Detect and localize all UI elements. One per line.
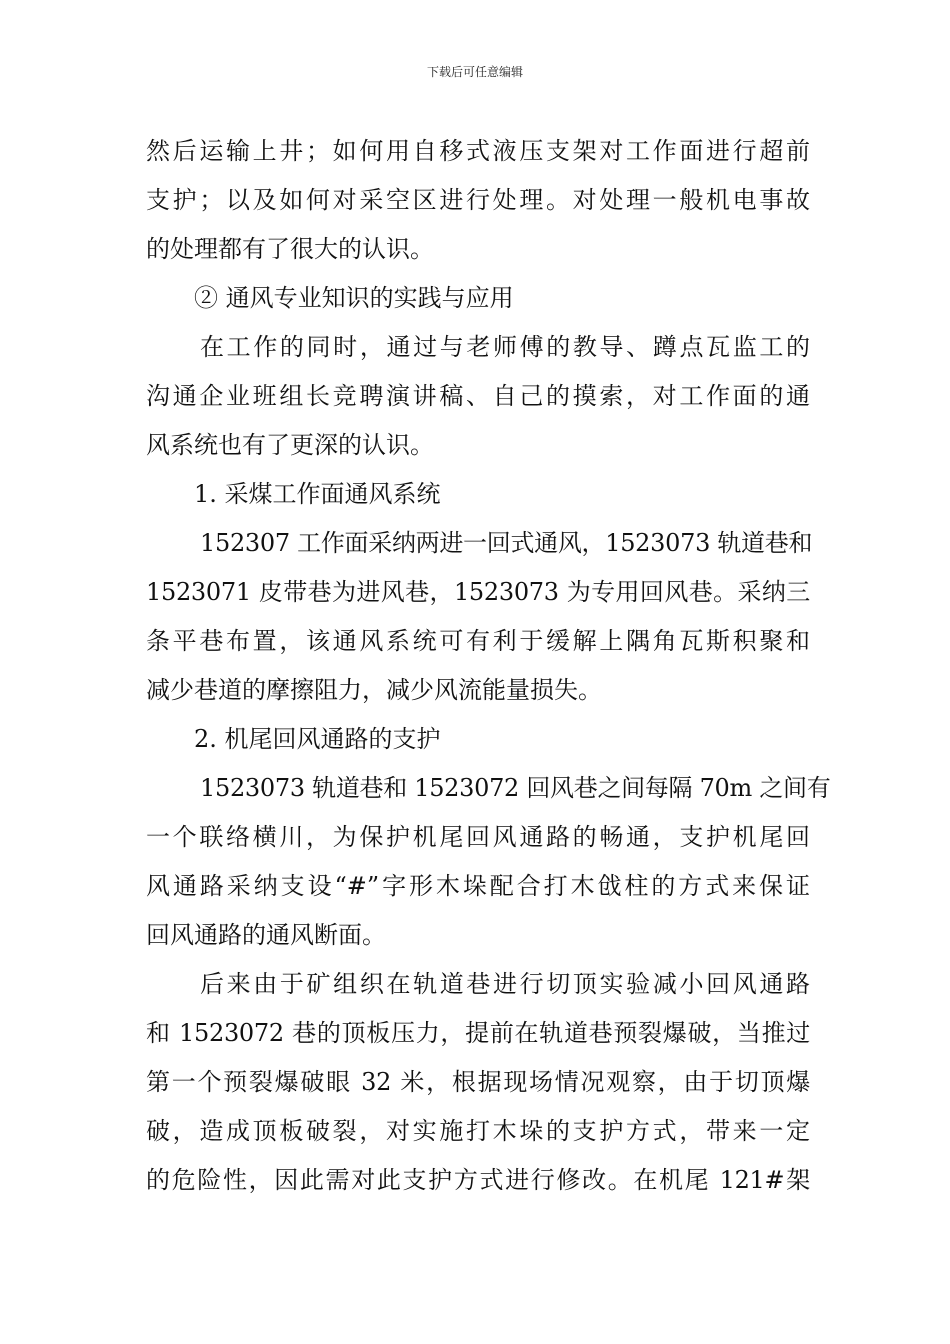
section-heading: 1. 采煤工作面通风系统	[194, 480, 441, 508]
text-line: 然后运输上井；如何用自移式液压支架对工作面进行超前	[146, 137, 810, 165]
text-line: 和 1523072 巷的顶板压力，提前在轨道巷预裂爆破，当推过	[146, 1019, 810, 1047]
text-line: 第一个预裂爆破眼 32 米，根据现场情况观察，由于切顶爆	[146, 1068, 810, 1096]
text-line: 的危险性，因此需对此支护方式进行修改。在机尾 121#架	[146, 1166, 810, 1194]
text-line: 的处理都有了很大的认识。	[146, 235, 434, 263]
text-line: 1523073 轨道巷和 1523072 回风巷之间每隔 70m 之间有	[200, 774, 831, 802]
section-heading: ② 通风专业知识的实践与应用	[194, 284, 514, 312]
text-line: 回风通路的通风断面。	[146, 921, 386, 949]
text-line: 减少巷道的摩擦阻力，减少风流能量损失。	[146, 676, 602, 704]
text-line: 沟通企业班组长竞聘演讲稿、自己的摸索，对工作面的通	[146, 382, 810, 410]
text-line: 152307 工作面采纳两进一回式通风，1523073 轨道巷和	[200, 529, 813, 557]
page-header: 下载后可任意编辑	[426, 65, 523, 79]
text-line: 后来由于矿组织在轨道巷进行切顶实验减小回风通路	[200, 970, 810, 998]
text-line: 风系统也有了更深的认识。	[146, 431, 434, 459]
text-line: 条平巷布置，该通风系统可有利于缓解上隅角瓦斯积聚和	[146, 627, 810, 655]
text-line: 在工作的同时，通过与老师傅的教导、蹲点瓦监工的	[200, 333, 810, 361]
text-line: 风通路采纳支设“#”字形木垛配合打木戗柱的方式来保证	[146, 872, 810, 900]
text-line: 1523071 皮带巷为进风巷，1523073 为专用回风巷。采纳三	[146, 578, 810, 606]
text-line: 支护；以及如何对采空区进行处理。对处理一般机电事故	[146, 186, 810, 214]
section-heading: 2. 机尾回风通路的支护	[194, 725, 441, 753]
text-line: 破，造成顶板破裂，对实施打木垛的支护方式，带来一定	[146, 1117, 810, 1145]
text-line: 一个联络横川，为保护机尾回风通路的畅通，支护机尾回	[146, 823, 810, 851]
document-body	[146, 127, 831, 1205]
